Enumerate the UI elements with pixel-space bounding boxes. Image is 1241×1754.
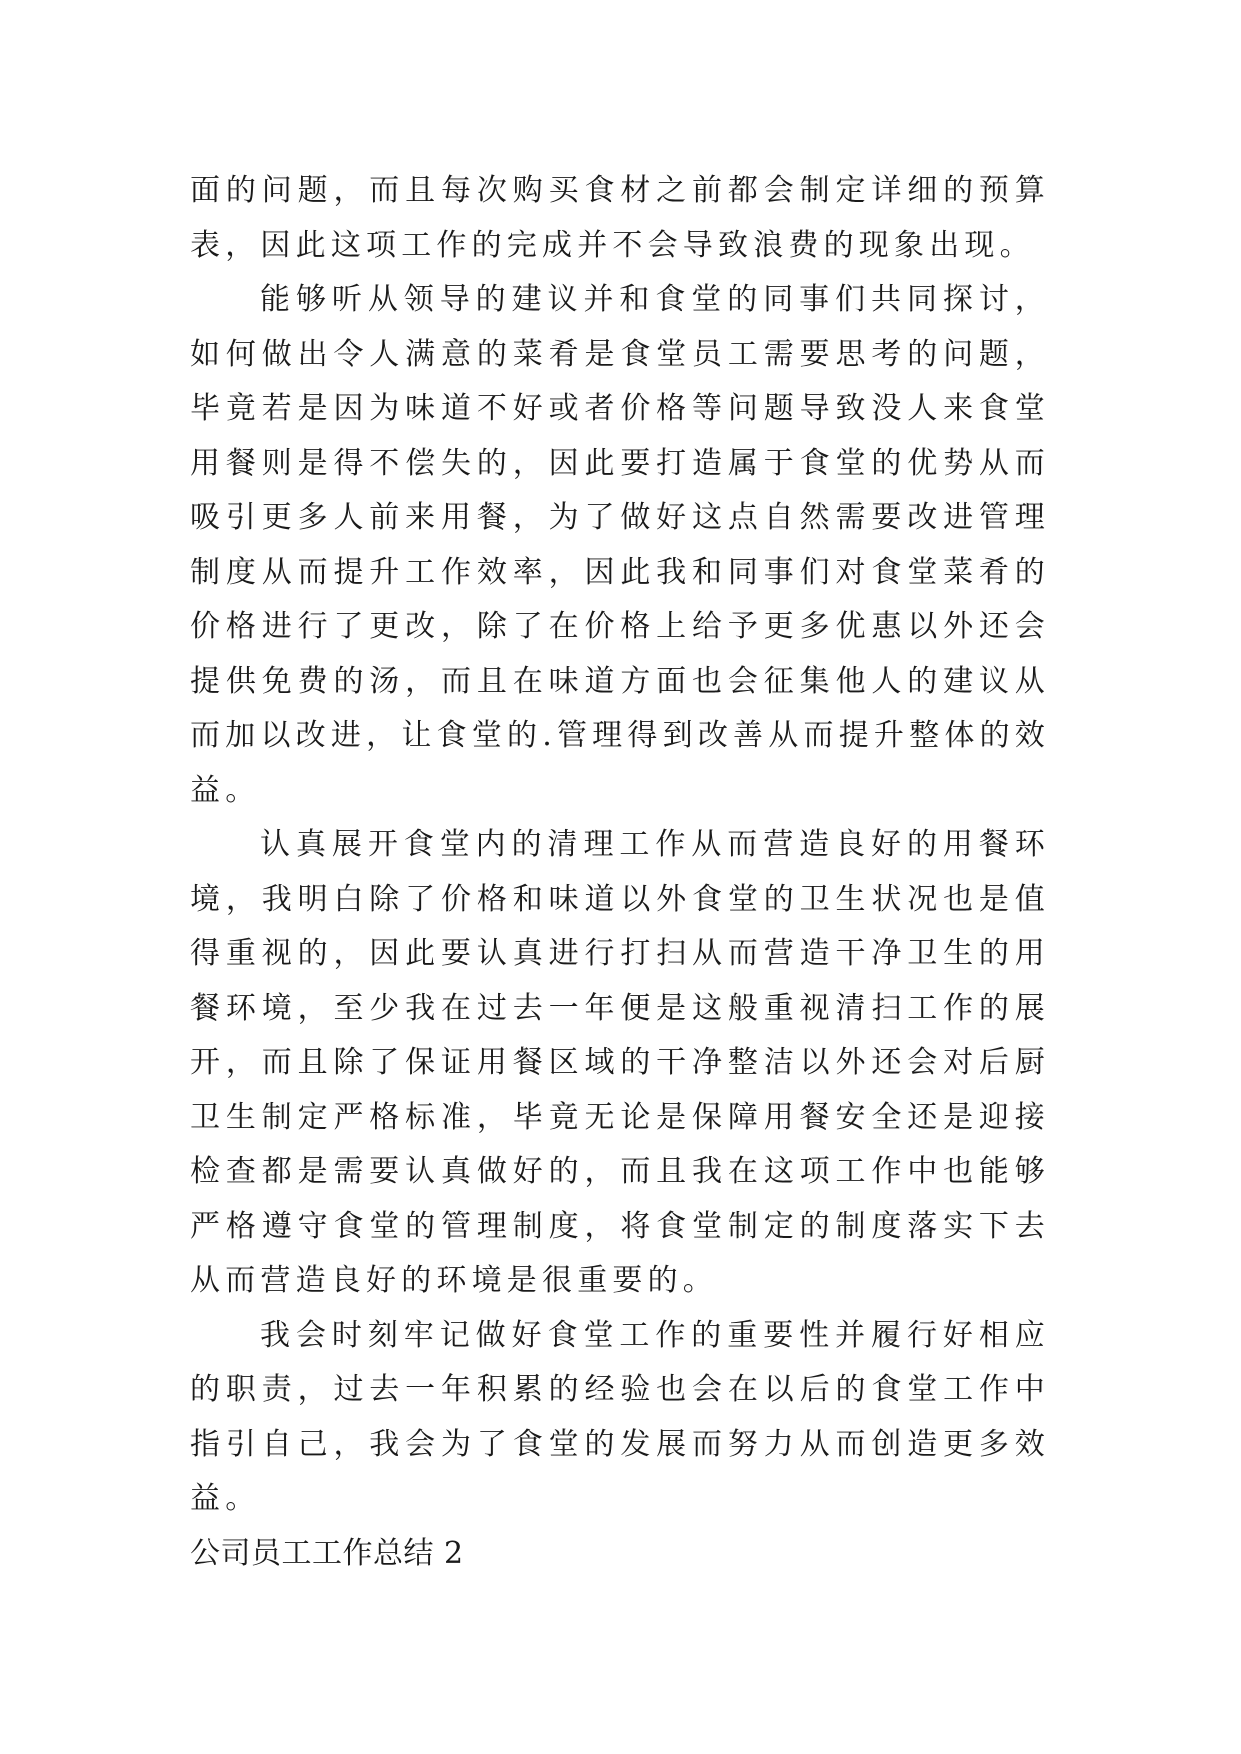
section-heading: 公司员工工作总结 2 [190,1535,464,1571]
paragraph-continued: 面的问题，而且每次购买食材之前都会制定详细的预算表，因此这项工作的完成并不会导致浪费的现象出现。 [190,173,1050,263]
paragraph-menu-improvement: 能够听从领导的建议并和食堂的同事们共同探讨，如何做出令人满意的菜肴是食堂员工需要思考的问题，毕竟若是因为味道不好或者价格等问题导致没人来食堂用餐则是得不偿失的，因此要打造属于食堂的优势从而吸引更多人前来用餐，为了做好这点自然需要改进管理制度从而提升工作效率，因此我和同事们对食堂菜肴的价格进行了更改，除了在价格上给予更多优惠以外还会提供免费的汤，而且在味道方面也会征集他人的建议从而加以改进，让食堂的.管理得到改善从而提升整体的效益。 [190,282,1050,808]
document-body [190,164,1050,1581]
paragraph-conclusion: 我会时刻牢记做好食堂工作的重要性并履行好相应的职责，过去一年积累的经验也会在以后的食堂工作中指引自己，我会为了食堂的发展而努力从而创造更多效益。 [190,1317,1050,1516]
paragraph-cleaning: 认真展开食堂内的清理工作从而营造良好的用餐环境，我明白除了价格和味道以外食堂的卫生状况也是值得重视的，因此要认真进行打扫从而营造干净卫生的用餐环境，至少我在过去一年便是这般重视清扫工作的展开，而且除了保证用餐区域的干净整洁以外还会对后厨卫生制定严格标准，毕竟无论是保障用餐安全还是迎接检查都是需要认真做好的，而且我在这项工作中也能够严格遵守食堂的管理制度，将食堂制定的制度落实下去从而营造良好的环境是很重要的。 [190,827,1050,1298]
